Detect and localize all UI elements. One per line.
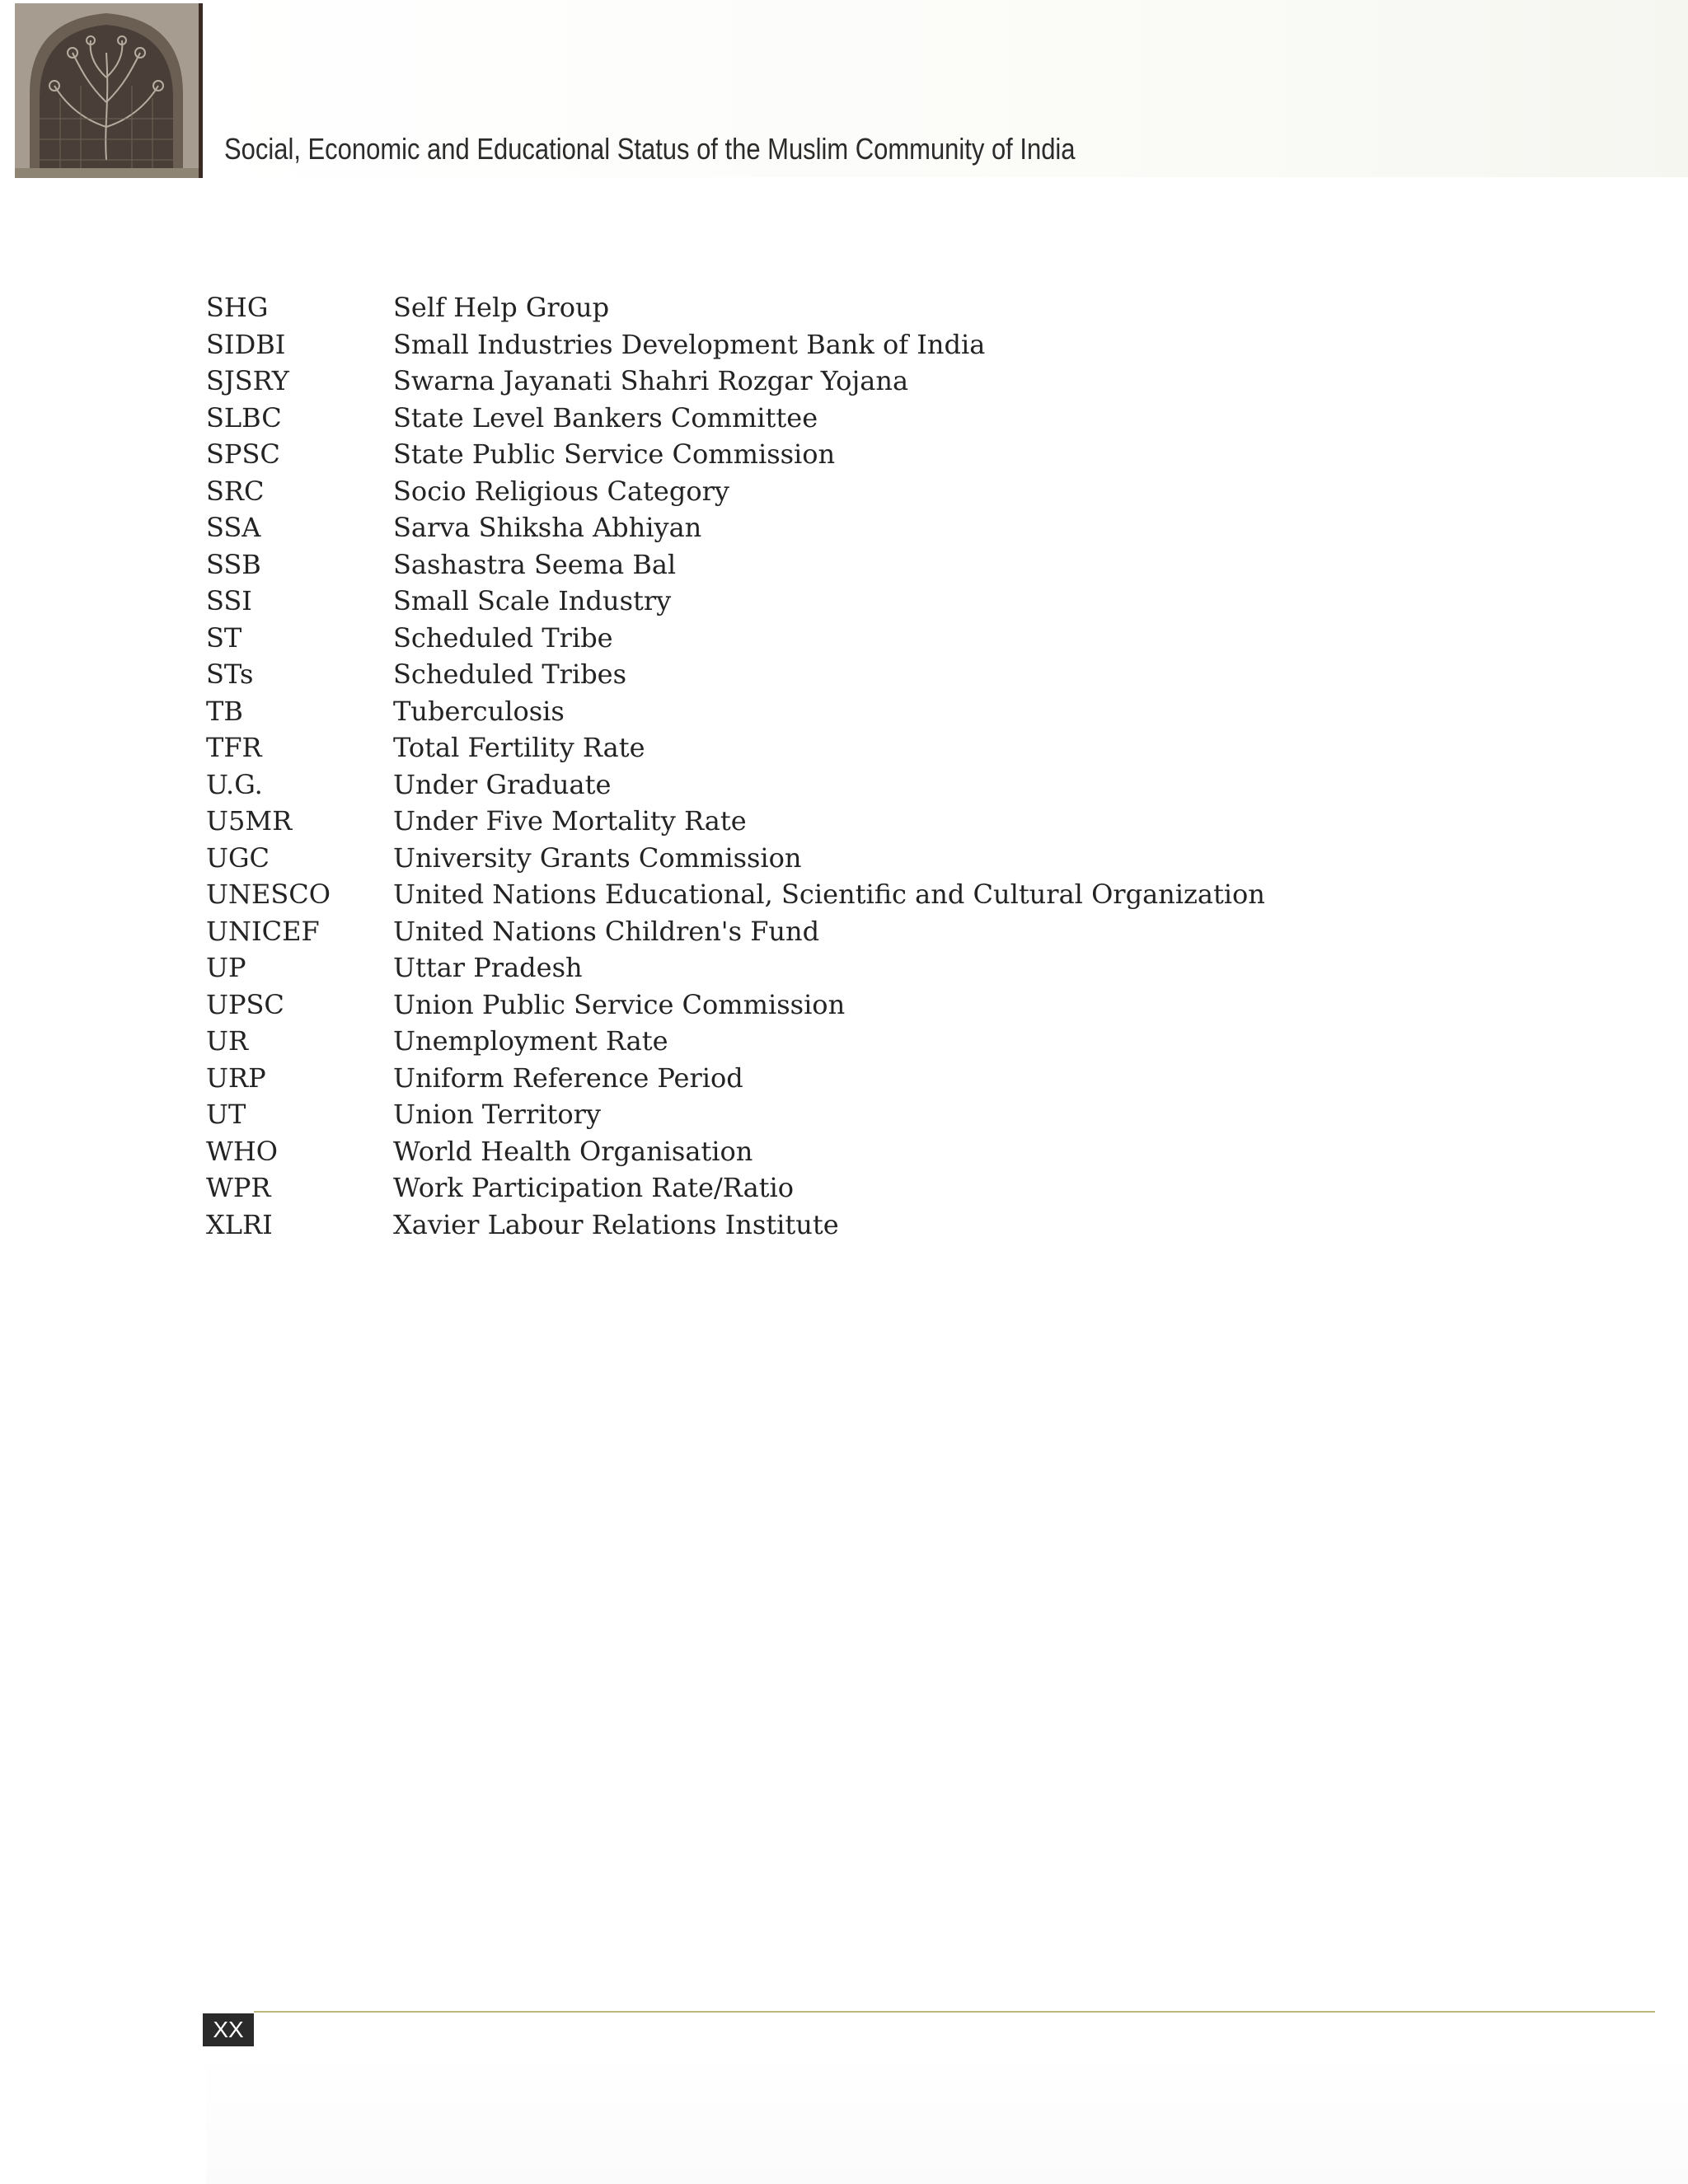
abbreviation-code: SIDBI: [206, 328, 286, 360]
abbreviation-code: ST: [206, 621, 242, 654]
page-header-title: Social, Economic and Educational Status of the Muslim Community of India: [224, 132, 1076, 166]
list-item: [206, 436, 1278, 473]
abbreviation-code: UNICEF: [206, 915, 320, 947]
abbreviation-expansion: Small Scale Industry: [393, 585, 672, 617]
abbreviation-expansion: Under Graduate: [393, 768, 612, 800]
list-item: [206, 729, 1278, 766]
list-item: [206, 1207, 1278, 1244]
arched-lattice-window-icon: [15, 3, 203, 178]
abbreviation-code: SJSRY: [206, 365, 289, 397]
abbreviation-expansion: Scheduled Tribe: [393, 621, 613, 654]
abbreviation-expansion: Sarva Shiksha Abhiyan: [393, 512, 702, 544]
abbreviation-code: SSI: [206, 585, 252, 617]
list-item: [206, 693, 1278, 730]
abbreviation-code: UT: [206, 1099, 246, 1131]
list-item: [206, 546, 1278, 583]
abbreviation-code: XLRI: [206, 1208, 273, 1240]
abbreviation-code: TB: [206, 695, 243, 727]
abbreviation-code: TFR: [206, 732, 262, 764]
abbreviation-code: SHG: [206, 292, 269, 324]
footer-background-band: [206, 2052, 1688, 2184]
abbreviation-code: SRC: [206, 475, 265, 507]
list-item: [206, 913, 1278, 950]
abbreviation-code: STs: [206, 658, 254, 691]
abbreviation-expansion: Self Help Group: [393, 292, 610, 324]
abbreviation-code: UPSC: [206, 988, 284, 1020]
list-item: [206, 473, 1278, 510]
abbreviation-code: URP: [206, 1062, 266, 1094]
abbreviation-code: UP: [206, 952, 246, 984]
page-number: XX: [203, 2013, 254, 2046]
abbreviation-expansion: Union Public Service Commission: [393, 988, 846, 1020]
abbreviation-expansion: Uttar Pradesh: [393, 952, 583, 984]
abbreviation-expansion: Sashastra Seema Bal: [393, 548, 677, 580]
list-item: [206, 1169, 1278, 1207]
abbreviation-expansion: Under Five Mortality Rate: [393, 805, 747, 837]
abbreviation-code: UNESCO: [206, 879, 331, 911]
abbreviation-expansion: Work Participation Rate/Ratio: [393, 1172, 795, 1204]
list-item: [206, 400, 1278, 437]
abbreviation-code: U5MR: [206, 805, 293, 837]
abbreviation-code: WHO: [206, 1135, 279, 1167]
abbreviation-code: SPSC: [206, 438, 280, 471]
list-item: [206, 289, 1278, 326]
list-item: [206, 1060, 1278, 1097]
abbreviation-code: SSB: [206, 548, 261, 580]
abbreviation-code: WPR: [206, 1172, 271, 1204]
list-item: [206, 1133, 1278, 1170]
abbreviation-code: UR: [206, 1025, 249, 1057]
list-item: [206, 363, 1278, 400]
abbreviation-expansion: University Grants Commission: [393, 841, 802, 874]
abbreviation-code: SSA: [206, 512, 261, 544]
abbreviation-code: UGC: [206, 841, 270, 874]
abbreviation-list: [206, 289, 1278, 1243]
abbreviation-expansion: Socio Religious Category: [393, 475, 729, 507]
abbreviation-expansion: Total Fertility Rate: [393, 732, 645, 764]
abbreviation-expansion: Xavier Labour Relations Institute: [393, 1208, 839, 1240]
abbreviation-expansion: State Level Bankers Committee: [393, 401, 818, 434]
abbreviation-code: SLBC: [206, 401, 282, 434]
list-item: [206, 803, 1278, 840]
list-item: [206, 326, 1278, 363]
list-item: [206, 620, 1278, 657]
abbreviation-expansion: Unemployment Rate: [393, 1025, 668, 1057]
abbreviation-expansion: Uniform Reference Period: [393, 1062, 743, 1094]
list-item: [206, 987, 1278, 1024]
abbreviation-expansion: United Nations Children's Fund: [393, 915, 820, 947]
abbreviation-expansion: Union Territory: [393, 1099, 601, 1131]
list-item: [206, 876, 1278, 913]
list-item: [206, 509, 1278, 546]
list-item: [206, 1096, 1278, 1133]
list-item: [206, 766, 1278, 804]
footer-divider: [254, 2011, 1655, 2013]
list-item: [206, 583, 1278, 620]
list-item: [206, 656, 1278, 693]
abbreviation-expansion: Small Industries Development Bank of India: [393, 328, 986, 360]
abbreviation-expansion: World Health Organisation: [393, 1135, 753, 1167]
abbreviation-code: U.G.: [206, 768, 263, 800]
abbreviation-expansion: Swarna Jayanati Shahri Rozgar Yojana: [393, 365, 909, 397]
list-item: [206, 1023, 1278, 1060]
abbreviation-expansion: Scheduled Tribes: [393, 658, 627, 691]
abbreviation-expansion: Tuberculosis: [393, 695, 565, 727]
list-item: [206, 840, 1278, 877]
list-item: [206, 949, 1278, 987]
abbreviation-expansion: State Public Service Commission: [393, 438, 836, 471]
abbreviation-expansion: United Nations Educational, Scientific and Cultural Organization: [393, 879, 1265, 911]
